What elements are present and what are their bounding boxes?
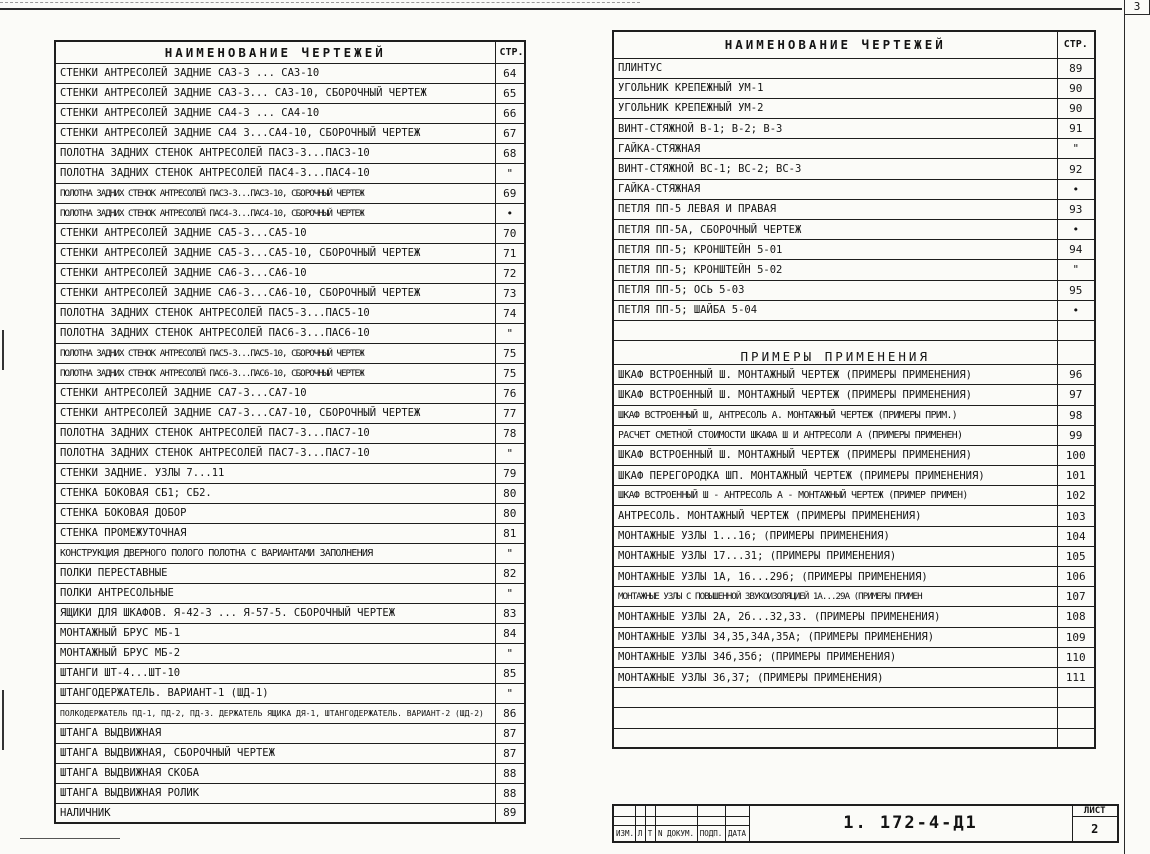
drawing-name: ВИНТ-СТЯЖНОЙ ВС-1; ВС-2; ВС-3 xyxy=(613,159,1057,179)
table-row xyxy=(55,403,525,423)
drawing-page: 69 xyxy=(495,183,525,203)
section-title: ПРИМЕРЫ ПРИМЕНЕНИЯ xyxy=(613,341,1057,365)
stamp-label-l: Л xyxy=(635,826,645,842)
table-row xyxy=(55,803,525,823)
drawing-name: УГОЛЬНИК КРЕПЕЖНЫЙ УМ-2 xyxy=(613,98,1057,118)
corner-sheet-number: 3 xyxy=(1124,0,1150,15)
table-row xyxy=(613,58,1095,78)
drawing-page: 97 xyxy=(1057,385,1095,405)
table-row xyxy=(613,445,1095,465)
drawing-page: 108 xyxy=(1057,607,1095,627)
table-row xyxy=(613,728,1095,748)
table-row xyxy=(55,683,525,703)
drawing-name: ШТАНГА ВЫДВИЖНАЯ, СБОРОЧНЫЙ ЧЕРТЕЖ xyxy=(55,743,495,763)
table-row xyxy=(55,163,525,183)
table-row xyxy=(55,483,525,503)
drawing-name: ПОЛОТНА ЗАДНИХ СТЕНОК АНТРЕСОЛЕЙ ПАС7-3...ПАС7-10 xyxy=(55,443,495,463)
table-row xyxy=(613,405,1095,425)
drawing-name: СТЕНКИ АНТРЕСОЛЕЙ ЗАДНИЕ СА5-3...СА5-10, СБОРОЧНЫЙ ЧЕРТЕЖ xyxy=(55,243,495,263)
drawing-page: 67 xyxy=(495,123,525,143)
drawing-name: ГАЙКА-СТЯЖНАЯ xyxy=(613,139,1057,159)
drawing-name: ШТАНГОДЕРЖАТЕЛЬ. ВАРИАНТ-1 (ШД-1) xyxy=(55,683,495,703)
drawing-name: ШКАФ ВСТРОЕННЫЙ Ш - АНТРЕСОЛЬ А - МОНТАЖНЫЙ ЧЕРТЕЖ (ПРИМЕР ПРИМЕН) xyxy=(613,486,1057,506)
drawing-page: " xyxy=(495,683,525,703)
drawing-page: " xyxy=(495,163,525,183)
table-row xyxy=(613,607,1095,627)
drawing-page xyxy=(1057,728,1095,748)
drawing-page: 109 xyxy=(1057,627,1095,647)
table-row xyxy=(55,243,525,263)
table-row xyxy=(613,119,1095,139)
drawing-name: МОНТАЖНЫЙ БРУС МБ-2 xyxy=(55,643,495,663)
table-row xyxy=(613,139,1095,159)
drawing-name: ПОЛКИ ПЕРЕСТАВНЫЕ xyxy=(55,563,495,583)
table-row xyxy=(55,743,525,763)
table-row xyxy=(55,443,525,463)
drawing-page: 79 xyxy=(495,463,525,483)
drawing-name: ПОЛОТНА ЗАДНИХ СТЕНОК АНТРЕСОЛЕЙ ПАС5-3...ПАС5-10, СБОРОЧНЫЙ ЧЕРТЕЖ xyxy=(55,343,495,363)
header-name: НАИМЕНОВАНИЕ ЧЕРТЕЖЕЙ xyxy=(55,41,495,63)
drawing-name: СТЕНКИ АНТРЕСОЛЕЙ ЗАДНИЕ СА7-3...СА7-10, СБОРОЧНЫЙ ЧЕРТЕЖ xyxy=(55,403,495,423)
table-row xyxy=(613,425,1095,445)
drawing-page: " xyxy=(495,543,525,563)
drawing-name: ШКАФ ВСТРОЕННЫЙ Ш. МОНТАЖНЫЙ ЧЕРТЕЖ (ПРИМЕРЫ ПРИМЕНЕНИЯ) xyxy=(613,445,1057,465)
drawing-name: МОНТАЖНЫЕ УЗЛЫ 1...16; (ПРИМЕРЫ ПРИМЕНЕНИЯ) xyxy=(613,526,1057,546)
sheet-number: 2 xyxy=(1072,817,1118,842)
table-row xyxy=(613,526,1095,546)
drawing-page: 105 xyxy=(1057,546,1095,566)
drawing-page: 90 xyxy=(1057,98,1095,118)
drawing-page: 90 xyxy=(1057,78,1095,98)
drawing-name xyxy=(613,728,1057,748)
table-row xyxy=(55,643,525,663)
table-row xyxy=(55,583,525,603)
table-row xyxy=(55,123,525,143)
table-row xyxy=(55,323,525,343)
table-row xyxy=(55,543,525,563)
table-row xyxy=(613,627,1095,647)
stamp-label-date: ДАТА xyxy=(725,826,749,842)
drawing-page: • xyxy=(1057,220,1095,240)
table-header-row xyxy=(55,41,525,63)
drawing-page: 100 xyxy=(1057,445,1095,465)
table-header-row xyxy=(613,31,1095,58)
drawing-page: 96 xyxy=(1057,365,1095,385)
drawing-name: ШКАФ ПЕРЕГОРОДКА ШП. МОНТАЖНЫЙ ЧЕРТЕЖ (ПРИМЕРЫ ПРИМЕНЕНИЯ) xyxy=(613,466,1057,486)
frame-top-line xyxy=(0,8,1122,10)
drawing-page: 85 xyxy=(495,663,525,683)
drawing-page: • xyxy=(1057,300,1095,320)
drawing-page: 72 xyxy=(495,263,525,283)
frame-top-dashed-line xyxy=(0,2,640,3)
drawing-page: " xyxy=(495,583,525,603)
drawing-name: ШКАФ ВСТРОЕННЫЙ Ш, АНТРЕСОЛЬ А. МОНТАЖНЫЙ ЧЕРТЕЖ (ПРИМЕРЫ ПРИМ.) xyxy=(613,405,1057,425)
drawing-name: ПЕТЛЯ ПП-5; КРОНШТЕЙН 5-02 xyxy=(613,260,1057,280)
table-row xyxy=(613,240,1095,260)
drawing-page: 88 xyxy=(495,763,525,783)
drawing-name: ПОЛКИ АНТРЕСОЛЬНЫЕ xyxy=(55,583,495,603)
drawing-page: 102 xyxy=(1057,486,1095,506)
drawing-page: 81 xyxy=(495,523,525,543)
drawing-name: ПОЛОТНА ЗАДНИХ СТЕНОК АНТРЕСОЛЕЙ ПАС6-3...ПАС6-10, СБОРОЧНЫЙ ЧЕРТЕЖ xyxy=(55,363,495,383)
drawing-name: ПОЛОТНА ЗАДНИХ СТЕНОК АНТРЕСОЛЕЙ ПАС7-3...ПАС7-10 xyxy=(55,423,495,443)
drawing-name: ПОЛОТНА ЗАДНИХ СТЕНОК АНТРЕСОЛЕЙ ПАС4-3...ПАС4-10 xyxy=(55,163,495,183)
drawing-name: СТЕНКА БОКОВАЯ СБ1; СБ2. xyxy=(55,483,495,503)
table-row xyxy=(55,463,525,483)
table-row xyxy=(55,703,525,723)
table-row xyxy=(613,708,1095,728)
drawing-name: АНТРЕСОЛЬ. МОНТАЖНЫЙ ЧЕРТЕЖ (ПРИМЕРЫ ПРИМЕНЕНИЯ) xyxy=(613,506,1057,526)
drawing-name: МОНТАЖНЫЙ БРУС МБ-1 xyxy=(55,623,495,643)
drawing-page: 88 xyxy=(495,783,525,803)
title-block xyxy=(612,804,1119,843)
table-row xyxy=(55,143,525,163)
table-row xyxy=(55,363,525,383)
bottom-scribble-line xyxy=(20,838,120,839)
drawing-name: МОНТАЖНЫЕ УЗЛЫ 17...31; (ПРИМЕРЫ ПРИМЕНЕНИЯ) xyxy=(613,546,1057,566)
drawing-page: 91 xyxy=(1057,119,1095,139)
table-row xyxy=(55,383,525,403)
table-row xyxy=(55,203,525,223)
table-row xyxy=(55,223,525,243)
table-row xyxy=(55,83,525,103)
frame-right-line xyxy=(1124,0,1125,854)
table-row xyxy=(55,603,525,623)
drawing-page: 98 xyxy=(1057,405,1095,425)
drawing-page: 75 xyxy=(495,343,525,363)
drawing-name: СТЕНКА ПРОМЕЖУТОЧНАЯ xyxy=(55,523,495,543)
drawing-page: 110 xyxy=(1057,647,1095,667)
drawing-name: ШТАНГА ВЫДВИЖНАЯ РОЛИК xyxy=(55,783,495,803)
drawing-name: РАСЧЕТ СМЕТНОЙ СТОИМОСТИ ШКАФА Ш И АНТРЕСОЛИ А (ПРИМЕРЫ ПРИМЕНЕН) xyxy=(613,425,1057,445)
drawing-name: МОНТАЖНЫЕ УЗЛЫ 2А, 2б...32,33. (ПРИМЕРЫ ПРИМЕНЕНИЯ) xyxy=(613,607,1057,627)
margin-mark xyxy=(2,330,4,370)
drawing-name: ШТАНГИ ШТ-4...ШТ-10 xyxy=(55,663,495,683)
drawing-page: 76 xyxy=(495,383,525,403)
table-row xyxy=(613,280,1095,300)
drawing-name: ПЕТЛЯ ПП-5 ЛЕВАЯ И ПРАВАЯ xyxy=(613,199,1057,219)
drawing-name xyxy=(613,320,1057,340)
table-row xyxy=(55,663,525,683)
table-row xyxy=(55,183,525,203)
table-row xyxy=(613,546,1095,566)
drawing-name: СТЕНКИ АНТРЕСОЛЕЙ ЗАДНИЕ СА6-3...СА6-10 xyxy=(55,263,495,283)
table-row xyxy=(613,159,1095,179)
drawing-page: 66 xyxy=(495,103,525,123)
drawing-name: КОНСТРУКЦИЯ ДВЕРНОГО ПОЛОГО ПОЛОТНА С ВАРИАНТАМИ ЗАПОЛНЕНИЯ xyxy=(55,543,495,563)
table-row xyxy=(613,78,1095,98)
drawing-page: 101 xyxy=(1057,466,1095,486)
table-row xyxy=(55,523,525,543)
drawing-name: ПОЛКОДЕРЖАТЕЛЬ ПД-1, ПД-2, ПД-3. ДЕРЖАТЕЛЬ ЯЩИКА ДЯ-1, ШТАНГОДЕРЖАТЕЛЬ. ВАРИАНТ-2 (ШД-2) xyxy=(55,703,495,723)
drawing-name: ШТАНГА ВЫДВИЖНАЯ xyxy=(55,723,495,743)
drawing-page: 74 xyxy=(495,303,525,323)
sheet-label: ЛИСТ xyxy=(1072,805,1118,817)
drawing-page: 104 xyxy=(1057,526,1095,546)
drawing-page: " xyxy=(495,443,525,463)
drawing-name xyxy=(613,688,1057,708)
drawing-name: ПЕТЛЯ ПП-5; КРОНШТЕЙН 5-01 xyxy=(613,240,1057,260)
drawing-page: 83 xyxy=(495,603,525,623)
drawing-page: 80 xyxy=(495,503,525,523)
table-row xyxy=(613,199,1095,219)
table-row xyxy=(613,260,1095,280)
header-page: СТР. xyxy=(495,41,525,63)
table-row xyxy=(613,688,1095,708)
drawing-page: • xyxy=(1057,179,1095,199)
drawing-page: 77 xyxy=(495,403,525,423)
drawing-name: МОНТАЖНЫЕ УЗЛЫ С ПОВЫШЕННОЙ ЗВУКОИЗОЛЯЦИЕЙ 1А...29А (ПРИМЕРЫ ПРИМЕН xyxy=(613,587,1057,607)
table-row xyxy=(55,623,525,643)
header-page: СТР. xyxy=(1057,31,1095,58)
drawing-name: СТЕНКА БОКОВАЯ ДОБОР xyxy=(55,503,495,523)
table-row xyxy=(55,103,525,123)
drawing-page: " xyxy=(495,643,525,663)
drawing-name: СТЕНКИ АНТРЕСОЛЕЙ ЗАДНИЕ СА4 3...СА4-10, СБОРОЧНЫЙ ЧЕРТЕЖ xyxy=(55,123,495,143)
stamp-label-sign: ПОДП. xyxy=(697,826,725,842)
table-row xyxy=(55,423,525,443)
drawing-name: ГАЙКА-СТЯЖНАЯ xyxy=(613,179,1057,199)
drawing-page: 107 xyxy=(1057,587,1095,607)
table-row xyxy=(55,263,525,283)
drawing-page: 92 xyxy=(1057,159,1095,179)
drawing-page: 73 xyxy=(495,283,525,303)
document-code: 1. 172-4-Д1 xyxy=(749,805,1072,842)
drawing-page: 86 xyxy=(495,703,525,723)
drawing-page: 95 xyxy=(1057,280,1095,300)
table-row xyxy=(613,220,1095,240)
drawing-name: УГОЛЬНИК КРЕПЕЖНЫЙ УМ-1 xyxy=(613,78,1057,98)
drawing-page: 78 xyxy=(495,423,525,443)
drawing-page: " xyxy=(495,323,525,343)
drawing-page: " xyxy=(1057,139,1095,159)
table-row xyxy=(55,723,525,743)
drawing-name: ШКАФ ВСТРОЕННЫЙ Ш. МОНТАЖНЫЙ ЧЕРТЕЖ (ПРИМЕРЫ ПРИМЕНЕНИЯ) xyxy=(613,385,1057,405)
drawing-page: 103 xyxy=(1057,506,1095,526)
drawing-name: ПОЛОТНА ЗАДНИХ СТЕНОК АНТРЕСОЛЕЙ ПАС3-3...ПАС3-10 xyxy=(55,143,495,163)
drawing-name: ПОЛОТНА ЗАДНИХ СТЕНОК АНТРЕСОЛЕЙ ПАС5-3...ПАС5-10 xyxy=(55,303,495,323)
drawing-page: 94 xyxy=(1057,240,1095,260)
drawing-page: 65 xyxy=(495,83,525,103)
table-row xyxy=(55,343,525,363)
margin-mark xyxy=(2,690,4,750)
table-row xyxy=(613,98,1095,118)
table-row xyxy=(55,283,525,303)
table-row xyxy=(55,783,525,803)
table-row xyxy=(613,647,1095,667)
drawing-page: 75 xyxy=(495,363,525,383)
table-row xyxy=(613,466,1095,486)
drawing-page xyxy=(1057,341,1095,365)
drawing-name: НАЛИЧНИК xyxy=(55,803,495,823)
drawing-page xyxy=(1057,320,1095,340)
drawing-name: МОНТАЖНЫЕ УЗЛЫ 34б,35б; (ПРИМЕРЫ ПРИМЕНЕНИЯ) xyxy=(613,647,1057,667)
table-row xyxy=(613,385,1095,405)
drawing-name: ЯЩИКИ ДЛЯ ШКАФОВ. Я-42-3 ... Я-57-5. СБОРОЧНЫЙ ЧЕРТЕЖ xyxy=(55,603,495,623)
stamp-label-doc: N ДОКУМ. xyxy=(655,826,697,842)
drawing-page: 111 xyxy=(1057,667,1095,687)
drawing-name: ПОЛОТНА ЗАДНИХ СТЕНОК АНТРЕСОЛЕЙ ПАС6-3...ПАС6-10 xyxy=(55,323,495,343)
drawing-name xyxy=(613,708,1057,728)
drawing-page: 68 xyxy=(495,143,525,163)
table-row xyxy=(55,303,525,323)
table-row xyxy=(613,667,1095,687)
drawing-page: 87 xyxy=(495,723,525,743)
drawing-name: СТЕНКИ АНТРЕСОЛЕЙ ЗАДНИЕ СА5-3...СА5-10 xyxy=(55,223,495,243)
drawing-page: 64 xyxy=(495,63,525,83)
drawing-name: ПЕТЛЯ ПП-5; ШАЙБА 5-04 xyxy=(613,300,1057,320)
drawing-page: 82 xyxy=(495,563,525,583)
table-row xyxy=(55,563,525,583)
drawing-name: СТЕНКИ АНТРЕСОЛЕЙ ЗАДНИЕ СА6-3...СА6-10, СБОРОЧНЫЙ ЧЕРТЕЖ xyxy=(55,283,495,303)
table-row xyxy=(613,567,1095,587)
table-row xyxy=(613,365,1095,385)
drawing-page: 89 xyxy=(1057,58,1095,78)
drawing-name: МОНТАЖНЫЕ УЗЛЫ 34,35,34А,35А; (ПРИМЕРЫ ПРИМЕНЕНИЯ) xyxy=(613,627,1057,647)
table-row xyxy=(613,341,1095,365)
drawing-name: ПЛИНТУС xyxy=(613,58,1057,78)
drawing-page: 89 xyxy=(495,803,525,823)
drawing-name: СТЕНКИ АНТРЕСОЛЕЙ ЗАДНИЕ СА3-3... СА3-10, СБОРОЧНЫЙ ЧЕРТЕЖ xyxy=(55,83,495,103)
table-row xyxy=(55,63,525,83)
drawing-page xyxy=(1057,708,1095,728)
drawing-name: ВИНТ-СТЯЖНОЙ В-1; В-2; В-3 xyxy=(613,119,1057,139)
table-row xyxy=(613,320,1095,340)
table-row xyxy=(55,503,525,523)
drawing-page: 106 xyxy=(1057,567,1095,587)
drawing-name: СТЕНКИ АНТРЕСОЛЕЙ ЗАДНИЕ СА4-3 ... СА4-10 xyxy=(55,103,495,123)
stamp-label-t: Т xyxy=(645,826,655,842)
drawing-name: ШТАНГА ВЫДВИЖНАЯ СКОБА xyxy=(55,763,495,783)
stamp-label-izm: ИЗМ. xyxy=(613,826,635,842)
table-row xyxy=(613,506,1095,526)
drawing-page: 93 xyxy=(1057,199,1095,219)
table-row xyxy=(613,179,1095,199)
drawing-name: ПЕТЛЯ ПП-5; ОСЬ 5-03 xyxy=(613,280,1057,300)
drawing-page xyxy=(1057,688,1095,708)
table-row xyxy=(613,486,1095,506)
drawing-name: ШКАФ ВСТРОЕННЫЙ Ш. МОНТАЖНЫЙ ЧЕРТЕЖ (ПРИМЕРЫ ПРИМЕНЕНИЯ) xyxy=(613,365,1057,385)
drawing-name: СТЕНКИ АНТРЕСОЛЕЙ ЗАДНИЕ СА3-3 ... СА3-10 xyxy=(55,63,495,83)
table-row xyxy=(613,300,1095,320)
drawing-name: ПОЛОТНА ЗАДНИХ СТЕНОК АНТРЕСОЛЕЙ ПАС3-3...ПАС3-10, СБОРОЧНЫЙ ЧЕРТЕЖ xyxy=(55,183,495,203)
drawing-name: МОНТАЖНЫЕ УЗЛЫ 36,37; (ПРИМЕРЫ ПРИМЕНЕНИЯ) xyxy=(613,667,1057,687)
drawing-page: 70 xyxy=(495,223,525,243)
header-name: НАИМЕНОВАНИЕ ЧЕРТЕЖЕЙ xyxy=(613,31,1057,58)
table-row xyxy=(55,763,525,783)
drawing-name: СТЕНКИ АНТРЕСОЛЕЙ ЗАДНИЕ СА7-3...СА7-10 xyxy=(55,383,495,403)
drawing-page: 99 xyxy=(1057,425,1095,445)
drawing-page: " xyxy=(1057,260,1095,280)
drawing-page: 71 xyxy=(495,243,525,263)
table-row xyxy=(613,587,1095,607)
drawing-name: МОНТАЖНЫЕ УЗЛЫ 1А, 16...29б; (ПРИМЕРЫ ПРИМЕНЕНИЯ) xyxy=(613,567,1057,587)
drawing-page: 80 xyxy=(495,483,525,503)
drawing-page: 84 xyxy=(495,623,525,643)
left-drawings-table xyxy=(54,40,526,824)
drawing-name: СТЕНКИ ЗАДНИЕ. УЗЛЫ 7...11 xyxy=(55,463,495,483)
right-drawings-table xyxy=(612,30,1096,749)
drawing-name: ПЕТЛЯ ПП-5А, СБОРОЧНЫЙ ЧЕРТЕЖ xyxy=(613,220,1057,240)
drawing-name: ПОЛОТНА ЗАДНИХ СТЕНОК АНТРЕСОЛЕЙ ПАС4-3...ПАС4-10, СБОРОЧНЫЙ ЧЕРТЕЖ xyxy=(55,203,495,223)
drawing-page: 87 xyxy=(495,743,525,763)
drawing-page: • xyxy=(495,203,525,223)
